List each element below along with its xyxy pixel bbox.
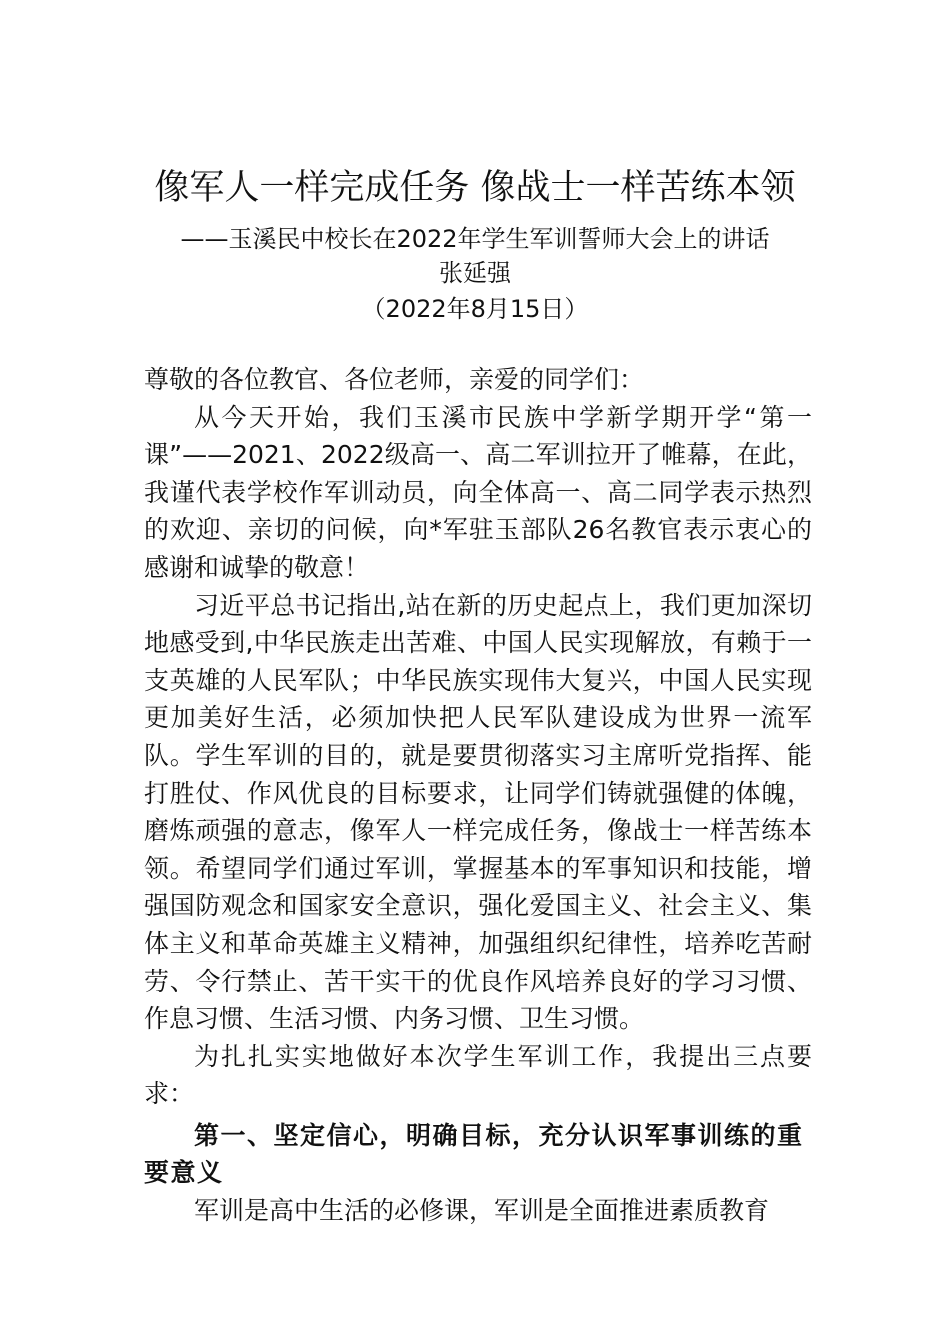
- document-date: （2022年8月15日）: [361, 295, 589, 323]
- paragraph-4: 军训是高中生活的必修课，军训是全面推进素质教育: [194, 1196, 770, 1226]
- paragraph-2: 习近平总书记指出,站在新的历史起点上，我们更加深切地感受到,中华民族走出苦难、中国人民实现解放，有赖于一支英雄的人民军队；中华民族实现伟大复兴，中国人民实现更加美好生活，必须加快把人民军队建设成为世界一流军队。学生军训的目的，就是要贯彻落实习主席听党指挥、能打胜仗、作风优良的目标要求，让同学们铸就强健的体魄，磨炼顽强的意志，像军人一样完成任务，像战士一样苦练本领。希望同学们通过军训，掌握基本的军事知识和技能，增强国防观念和国家安全意识，强化爱国主义、社会主义、集体主义和革命英雄主义精神，加强组织纪律性，培养吃苦耐劳、令行禁止、苦干实干的优良作风培养良好的学习习惯、作息习惯、生活习惯、内务习惯、卫生习惯。: [144, 590, 812, 1034]
- salutation: 尊敬的各位教官、各位老师，亲爱的同学们：: [144, 365, 645, 394]
- paragraph-3: 为扎扎实实地做好本次学生军训工作，我提出三点要求：: [144, 1041, 812, 1109]
- section-heading-1: 第一、坚定信心，明确目标，充分认识军事训练的重要意义: [144, 1120, 804, 1188]
- document-author: 张延强: [439, 259, 511, 287]
- paragraph-1: 从今天开始，我们玉溪市民族中学新学期开学“第一课”——2021、2022级高一、高二军训拉开了帷幕，在此，我谨代表学校作军训动员，向全体高一、高二同学表示热烈的欢迎、亲切的问候，向*军驻玉部队26名教官表示衷心的感谢和诚挚的敬意！: [144, 402, 812, 582]
- document-title: 像军人一样完成任务 像战士一样苦练本领: [154, 168, 796, 208]
- document-body: [144, 361, 812, 1230]
- document-header: [0, 162, 950, 328]
- document-subtitle: ——玉溪民中校长在2022年学生军训誓师大会上的讲话: [180, 225, 770, 253]
